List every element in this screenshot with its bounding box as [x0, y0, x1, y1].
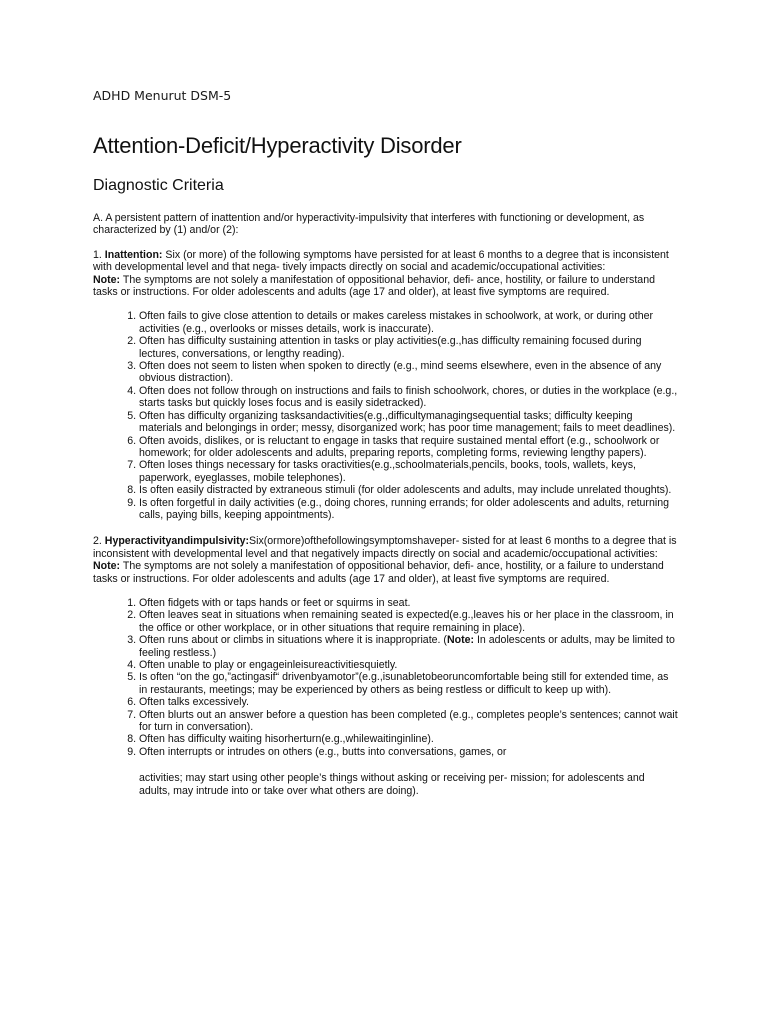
- list-item-note-label: Note:: [446, 634, 475, 647]
- list-item: 6. Often avoids, dislikes, or is reluctant to engage in tasks that require sustained mental effort (e.g., schoolwork or homework; for older adolescents and adults, preparing reports, completing forms, reviewing lengthy papers).: [139, 435, 678, 460]
- header-note: ADHD Menurut DSM-5: [93, 88, 232, 103]
- list-item: 3. Often does not seem to listen when spoken to directly (e.g., mind seems elsewhere, even in the absence of any obvious distraction).: [139, 360, 678, 385]
- list-item: 5. Is often “on the go,”actingasif“ drivenbyamotor”(e.g.,isunabletobeoruncomfortable being still for extended time, as in restaurants, meetings; may be experienced by others as being restless or difficult to keep up with).: [139, 671, 678, 696]
- hyperactivity-text: Six(ormore)ofthefollowingsymptomshaveper- sisted for at least 6 months to a degree that is inconsistent with developmental level and that negatively impacts directly on social and academic/occupational activities:: [93, 535, 677, 560]
- list-item: 5. Often has difficulty organizing tasksandactivities(e.g.,difficultymanagingsequential tasks; difficulty keeping materials and belongings in order; messy, disorganized work; has poor time management; fails to meet deadlines).: [139, 410, 678, 435]
- list-item: 4. Often does not follow through on instructions and fails to finish schoolwork, chores, or duties in the workplace (e.g., starts tasks but quickly loses focus and is easily sidetracked).: [139, 385, 678, 410]
- hyperactivity-note-label: Note:: [93, 560, 121, 573]
- list-item: 6. Often talks excessively.: [139, 696, 678, 708]
- hyperactivity-note-text: The symptoms are not solely a manifestation of oppositional behavior, defi- ance, hostility, or a failure to understand tasks or instructions. For older adolescents and adults (age 17 and older), at least five symptoms are required.: [93, 560, 664, 585]
- hyperactivity-symptom-list: [93, 597, 678, 758]
- hyperactivity-number: 2.: [93, 535, 102, 548]
- list-item: 1. Often fails to give close attention to details or makes careless mistakes in schoolwork, at work, or during other activities (e.g., overlooks or misses details, work is inaccurate).: [139, 310, 678, 335]
- inattention-note-text: The symptoms are not solely a manifestation of oppositional behavior, defi- ance, hostility, or failure to understand tasks or instructions. For older adolescents and adults (age 17 and older), at least five symptoms are required.: [93, 273, 655, 299]
- list-item-text-before: Often runs about or climbs in situations where it is inappropriate. (: [139, 634, 447, 647]
- list-item-text-after: In adolescents or adults, may be limited to feeling restless.): [139, 634, 675, 659]
- list-item: 9. Is often forgetful in daily activities (e.g., doing chores, running errands; for older adolescents and adults, returning calls, paying bills, keeping appointments).: [139, 497, 678, 522]
- hyperactivity-item-9-continuation: activities; may start using other people’s things without asking or receiving per- mission; for adolescents and adults, may intrude into or take over what others are doing).: [139, 772, 645, 797]
- criterion-a-intro: A. A persistent pattern of inattention and/or hyperactivity-impulsivity that interferes with functioning or development, as characterized by (1) and/or (2):: [93, 212, 645, 237]
- hyperactivity-lead: [93, 535, 678, 585]
- document-subtitle: Diagnostic Criteria: [93, 177, 224, 194]
- list-item: 2. Often has difficulty sustaining attention in tasks or play activities(e.g.,has difficulty remaining focused during lectures, conversations, or lengthy reading).: [139, 335, 678, 360]
- inattention-lead: [93, 249, 678, 299]
- list-item: 2. Often leaves seat in situations when remaining seated is expected(e.g.,leaves his or her place in the classroom, in the office or other workplace, or in other situations that require remaining in place).: [139, 609, 678, 634]
- list-item: 1. Often fidgets with or taps hands or feet or squirms in seat.: [139, 597, 678, 609]
- document-title: Attention-Deficit/Hyperactivity Disorder: [93, 133, 462, 158]
- inattention-label: Inattention:: [104, 248, 163, 261]
- inattention-text: Six (or more) of the following symptoms have persisted for at least 6 months to a degree that is inconsistent with developmental level and that nega- tively impacts directly on social and academic/occupational activities:: [93, 248, 669, 274]
- inattention-note-label: Note:: [93, 273, 121, 286]
- hyperactivity-label: Hyperactivityandimpulsivity:: [104, 535, 250, 548]
- list-item: 7. Often loses things necessary for tasks oractivities(e.g.,schoolmaterials,pencils, books, tools, wallets, keys, paperwork, eyeglasses, mobile telephones).: [139, 459, 678, 484]
- list-item: 9. Often interrupts or intrudes on others (e.g., butts into conversations, games, or: [139, 746, 678, 758]
- list-item: 8. Often has difficulty waiting hisorherturn(e.g.,whilewaitinginline).: [139, 733, 678, 745]
- inattention-symptom-list: [93, 310, 678, 521]
- list-item: 7. Often blurts out an answer before a question has been completed (e.g., completes people’s sentences; cannot wait for turn in conversation).: [139, 709, 678, 734]
- list-item: [139, 634, 678, 659]
- list-item: 8. Is often easily distracted by extraneous stimuli (for older adolescents and adults, may include unrelated thoughts).: [139, 484, 678, 496]
- inattention-number: 1.: [93, 248, 102, 261]
- document-page: [93, 88, 678, 797]
- list-item: 4. Often unable to play or engageinleisureactivitiesquietly.: [139, 659, 678, 671]
